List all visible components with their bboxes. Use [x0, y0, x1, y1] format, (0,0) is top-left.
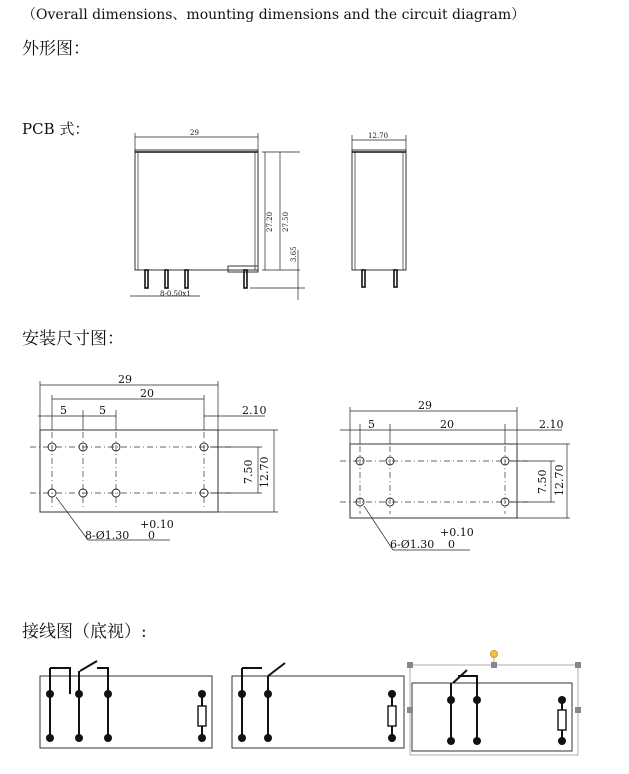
dim-width-label: 29 [190, 129, 199, 137]
mount-left-pitch-a-label: 5 [60, 404, 67, 417]
mount-left-width-label: 29 [118, 373, 132, 386]
resize-handle[interactable] [491, 662, 497, 668]
resize-handle[interactable] [575, 707, 581, 713]
dim-height-b-label: 27.50 [282, 211, 290, 232]
rotate-handle-icon[interactable] [491, 651, 498, 658]
resize-handle[interactable] [575, 662, 581, 668]
mount-left-span-label: 20 [140, 387, 154, 400]
mount-left-depth-label: 12.70 [258, 456, 271, 488]
resize-handle[interactable] [407, 707, 413, 713]
mount-left-row-gap-label: 7.50 [242, 459, 255, 484]
header-caption: （Overall dimensions、mounting dimensions and the circuit diagram） [22, 7, 526, 23]
mount-right-offset-label: 2.10 [539, 418, 564, 431]
mount-left-pitch-b-label: 5 [99, 404, 106, 417]
wiring-diagram-3[interactable] [407, 651, 581, 756]
wiring-diagram-2 [232, 663, 404, 748]
mount-right-width-label: 29 [418, 399, 432, 412]
mount-right-tol-label: +0.10 [440, 526, 474, 539]
mount-left-hole-label: 8-Ø1.30 [85, 529, 130, 542]
section-pcb-title: PCB 式： [22, 120, 90, 138]
mount-right-depth-label: 12.70 [553, 464, 566, 496]
dim-pins-label: 8-0.50x1 [160, 290, 191, 298]
dim-height-a-label: 27.20 [266, 211, 274, 232]
resize-handle[interactable] [407, 662, 413, 668]
dim-side-width-label: 12.70 [368, 132, 389, 140]
mount-right-hole-label: 6-Ø1.30 [390, 538, 435, 551]
section-wiring-title: 接线图（底视）: [22, 622, 147, 642]
mount-left-tol-label: +0.10 [140, 518, 174, 531]
mount-right-row-gap-label: 7.50 [536, 469, 549, 494]
dim-pin-length-label: 3.65 [290, 246, 298, 262]
section-mounting-title: 安装尺寸图： [22, 329, 124, 349]
mount-left-tol-low-label: 0 [148, 529, 155, 542]
mount-right-span-label: 20 [440, 418, 454, 431]
mount-right-pitch-label: 5 [368, 418, 375, 431]
mount-right-tol-low-label: 0 [448, 538, 455, 551]
section-overall-title: 外形图： [22, 39, 90, 59]
mount-left-offset-label: 2.10 [242, 404, 267, 417]
wiring-diagram-1 [40, 661, 212, 748]
